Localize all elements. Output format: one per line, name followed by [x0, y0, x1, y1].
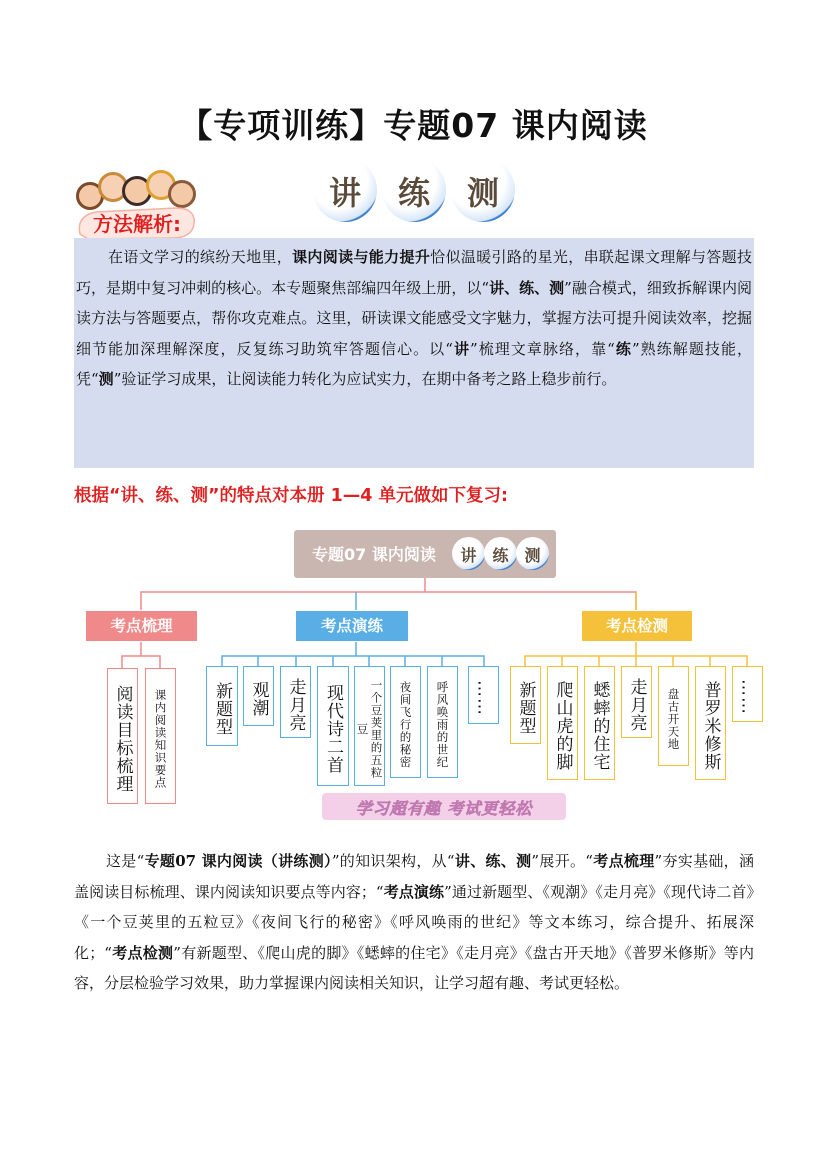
root-badge-char: 测	[524, 546, 541, 565]
mindmap-root	[294, 530, 556, 578]
intro-paragraph: 在语文学习的缤纷天地里，课内阅读与能力提升恰似温暖引路的星光，串联起课文理解与答题技巧，是期中复习冲刺的核心。本专题聚焦部编四年级上册，以“讲、练、测”融合模式，细致拆解课内阅读方法与答题要点，帮你攻克难点。这里，研读课文能感受文字魅力，掌握方法可提升阅读效率，挖掘细节能加深理解深度，反复练习助筑牢答题信心。以“讲”梳理文章脉络，靠“练”熟练解题技能，凭“测”验证学习成果，让阅读能力转化为应试实力，在期中备考之路上稳步前行。	[76, 248, 752, 388]
leaf-reading-goals: 阅读目标梳理	[107, 668, 138, 804]
leaf-new-question: 新题型	[510, 666, 541, 744]
badge-char: 练	[397, 174, 430, 212]
leaf-zouyueliang: 走月亮	[280, 666, 311, 738]
leaf-pangu: 盘古开天地	[658, 666, 689, 766]
leaf-new-question: 新题型	[206, 666, 238, 746]
leaf-century: 呼风唤雨的世纪	[427, 666, 458, 778]
leaf-zouyueliang: 走月亮	[621, 666, 652, 738]
category-kaodian-shuli: 考点梳理	[86, 611, 197, 641]
leaf-modern-poems: 现代诗二首	[317, 666, 349, 786]
root-badge-circle	[484, 537, 517, 570]
root-badge-circle	[452, 537, 485, 570]
badge-circle	[313, 158, 377, 222]
root-badge-circle	[516, 537, 549, 570]
leaf-five-peas: 一个豆荚里的五粒豆	[354, 666, 385, 786]
review-heading: 根据“讲、练、测”的特点对本册 1—4 单元做如下复习:	[74, 486, 509, 506]
category-kaodian-jiance: 考点检测	[582, 611, 692, 641]
badge-char: 测	[466, 174, 499, 212]
leaf-night-flight: 夜间飞行的秘密	[390, 666, 421, 778]
jiang-lian-ce-badge	[313, 158, 515, 222]
leaf-xishuai: 蟋蟀的住宅	[584, 666, 615, 780]
fun-banner: 学习超有趣 考试更轻松	[322, 793, 566, 820]
root-badge-char: 讲	[460, 546, 477, 565]
method-label: 方法解析:	[93, 212, 181, 236]
page-title: 【专项训练】专题07 课内阅读	[179, 106, 648, 145]
summary-paragraph: 这是“专题07 课内阅读（讲练测）”的知识架构，从“讲、练、测”展开。“考点梳理”夯实基础，涵盖阅读目标梳理、课内阅读知识要点等内容；“考点演练”通过新题型、《观潮》《走月亮》《现代诗二首》《一个豆荚里的五粒豆》《夜间飞行的秘密》《呼风唤雨的世纪》等文本练习，综合提升、拓展深化；“考点检测”有新题型、《爬山虎的脚》《蟋蟀的住宅》《走月亮》《盘古开天地》《普罗米修斯》等内容，分层检验学习效果，助力掌握课内阅读相关知识，让学习超有趣、考试更轻松。	[74, 852, 754, 992]
leaf-guanchao: 观潮	[243, 666, 274, 726]
leaf-pashanhu: 爬山虎的脚	[547, 666, 578, 780]
badge-circle	[382, 158, 446, 222]
leaf-prometheus: 普罗米修斯	[695, 666, 726, 780]
leaf-more: ……	[468, 666, 499, 724]
root-badge-char: 练	[492, 546, 509, 565]
root-label: 专题07 课内阅读	[312, 545, 436, 564]
leaf-more: ……	[732, 666, 763, 722]
badge-circle	[451, 158, 515, 222]
leaf-knowledge-points: 课内阅读知识要点	[145, 668, 176, 804]
category-kaodian-yanlian: 考点演练	[296, 611, 408, 641]
badge-char: 讲	[328, 174, 361, 212]
